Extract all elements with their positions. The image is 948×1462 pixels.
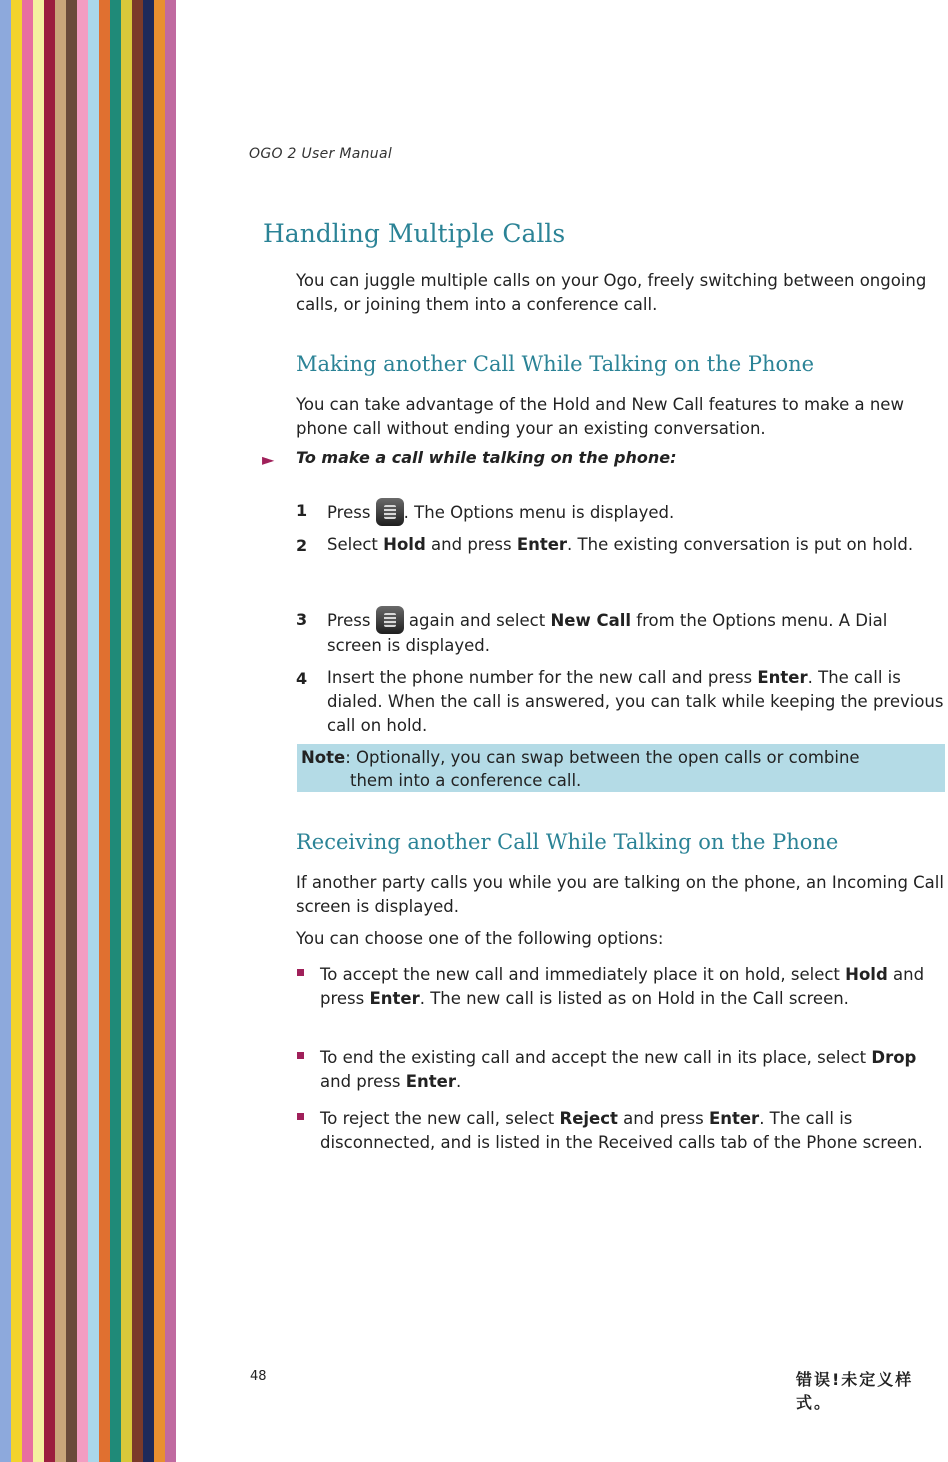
reject-keyword: Reject	[559, 1109, 618, 1128]
enter-keyword: Enter	[708, 1109, 760, 1128]
menu-key-icon	[376, 498, 404, 526]
option-item	[320, 1046, 946, 1094]
option-text: To accept the new call and immediately place it on hold, select	[320, 965, 846, 984]
footer-error-text: 错误!未定义样式。	[796, 1370, 914, 1412]
stripe	[33, 0, 44, 1462]
stripe	[121, 0, 132, 1462]
stripe	[77, 0, 88, 1462]
step-number: 4	[296, 669, 308, 688]
option-text: and press	[617, 1109, 709, 1128]
stripe	[154, 0, 165, 1462]
procedure-title: To make a call while talking on the phone:	[296, 448, 677, 467]
step-number: 1	[296, 501, 308, 520]
step-text: Insert the phone number for the new call and press	[327, 668, 758, 687]
note-text: : Optionally, you can swap between the open calls or combine	[345, 748, 860, 767]
new-call-keyword: New Call	[550, 611, 632, 630]
step-text: again and select	[403, 611, 551, 630]
note-box	[297, 744, 945, 792]
option-text: and press	[320, 1072, 406, 1091]
stripe	[22, 0, 33, 1462]
step-text: and press	[425, 535, 517, 554]
enter-keyword: Enter	[405, 1072, 457, 1091]
stripe	[165, 0, 176, 1462]
step-text: Select	[327, 535, 384, 554]
page-number: 48	[250, 1369, 267, 1384]
step-text: Press	[327, 611, 376, 630]
stripe	[110, 0, 121, 1462]
stripe	[99, 0, 110, 1462]
stripe	[132, 0, 143, 1462]
procedure-arrow-icon: ►	[262, 450, 275, 469]
step-number: 3	[296, 610, 308, 629]
section-heading-receiving-call: Receiving another Call While Talking on the Phone	[296, 830, 839, 854]
intro-paragraph: You can juggle multiple calls on your Ogo, freely switching between ongoing calls, or joining them into a conference call.	[296, 271, 927, 314]
step-4	[327, 666, 947, 738]
hold-keyword: Hold	[383, 535, 426, 554]
step-1	[327, 498, 947, 526]
note-text-continued: them into a conference call.	[350, 771, 582, 790]
step-2	[327, 533, 947, 557]
step-text: from the Options menu. A Dial screen is displayed.	[327, 611, 888, 655]
stripe	[55, 0, 66, 1462]
step-number: 2	[296, 536, 308, 555]
stripe	[11, 0, 22, 1462]
enter-keyword: Enter	[757, 668, 808, 687]
step-text: Press	[327, 503, 376, 522]
stripe	[88, 0, 99, 1462]
section-heading-making-call: Making another Call While Talking on the Phone	[296, 352, 815, 376]
stripe	[66, 0, 77, 1462]
step-text: . The call is dialed. When the call is answered, you can talk while keeping the previous call on hold.	[327, 668, 944, 735]
bullet-square-icon	[297, 1052, 304, 1059]
option-item	[320, 1107, 946, 1155]
decorative-stripes	[0, 0, 200, 1462]
manual-header: OGO 2 User Manual	[249, 146, 393, 162]
section2-body: If another party calls you while you are talking on the phone, an Incoming Call screen is displayed.	[296, 873, 944, 916]
section1-body: You can take advantage of the Hold and New Call features to make a new phone call without ending your an existing conversation.	[296, 395, 904, 438]
option-text: . The new call is listed as on Hold in the Call screen.	[419, 989, 849, 1008]
menu-key-icon	[376, 606, 404, 634]
option-text: . The call is disconnected, and is listed in the Received calls tab of the Phone screen.	[320, 1109, 923, 1152]
bullet-square-icon	[297, 1113, 304, 1120]
enter-keyword: Enter	[516, 535, 568, 554]
drop-keyword: Drop	[871, 1048, 917, 1067]
option-text: To end the existing call and accept the new call in its place, select	[320, 1048, 872, 1067]
option-item	[320, 963, 946, 1011]
stripe	[0, 0, 11, 1462]
page-title: Handling Multiple Calls	[263, 219, 566, 248]
stripe	[44, 0, 55, 1462]
option-text: and press	[320, 965, 925, 1008]
bullet-square-icon	[297, 969, 304, 976]
hold-keyword: Hold	[845, 965, 888, 984]
note-label: Note	[301, 748, 346, 767]
stripe	[143, 0, 154, 1462]
step-3	[327, 606, 947, 658]
step-text: . The Options menu is displayed.	[403, 503, 675, 522]
step-text: . The existing conversation is put on hold.	[567, 535, 914, 554]
enter-keyword: Enter	[369, 989, 420, 1008]
option-text: .	[456, 1072, 462, 1091]
option-text: To reject the new call, select	[320, 1109, 560, 1128]
options-intro: You can choose one of the following options:	[296, 929, 664, 948]
